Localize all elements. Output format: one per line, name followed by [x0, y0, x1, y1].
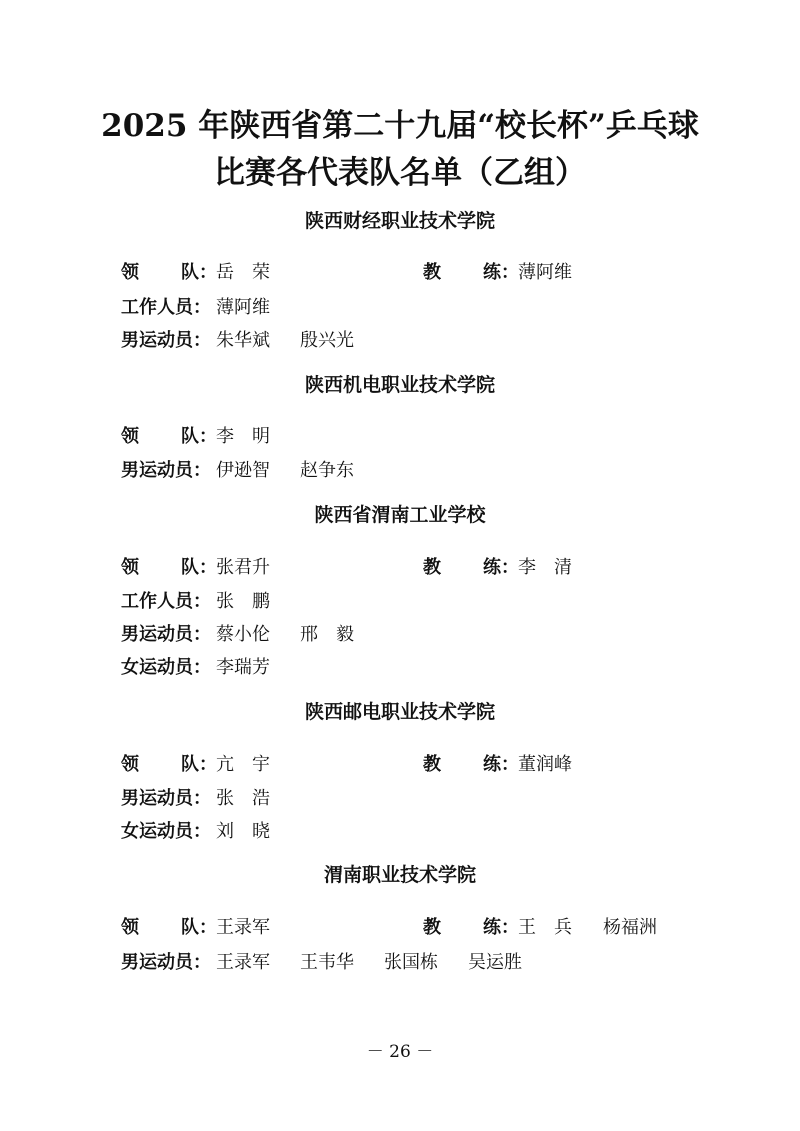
team-2-male-athletes-row: 男运动员： 伊逊智 赵争东 — [121, 460, 354, 481]
team-5-male-athletes-row: 男运动员： 王录军 王韦华 张国栋 吴运胜 — [121, 952, 522, 973]
team-1-staff-name: 薄阿维 — [216, 297, 270, 318]
team-2-leader-name: 李 明 — [216, 426, 270, 447]
team-4-coach-name: 董润峰 — [518, 754, 572, 775]
team-4-school-name: 陕西邮电职业技术学院 — [304, 701, 495, 723]
athlete-name: 王韦华 — [300, 952, 354, 973]
team-4-leader-row: 领 队： 亢 宇 教 练： 董润峰 — [121, 754, 572, 775]
team-5-leader-name: 王录军 — [216, 917, 270, 938]
athlete-name: 殷兴光 — [300, 330, 354, 351]
athlete-name: 蔡小伦 — [216, 624, 270, 645]
team-1-school-name: 陕西财经职业技术学院 — [304, 210, 495, 232]
athlete-name: 伊逊智 — [216, 460, 270, 481]
team-4-female-athletes-row: 女运动员： 刘 晓 — [121, 821, 270, 842]
athlete-name: 张国栋 — [384, 952, 438, 973]
team-5-coach-name: 王 兵 — [518, 917, 572, 938]
team-3-staff-name: 张 鹏 — [216, 591, 270, 612]
athlete-name: 邢 毅 — [300, 624, 354, 645]
team-1-male-athletes-row: 男运动员： 朱华斌 殷兴光 — [121, 330, 354, 351]
team-3-female-athletes-row: 女运动员： 李瑞芳 — [121, 657, 270, 678]
team-4-male-athletes-row: 男运动员： 张 浩 — [121, 788, 270, 809]
page-title-line-1: 2025 年陕西省第二十九届“校长杯”乒乓球 — [101, 108, 699, 144]
athlete-name: 吴运胜 — [468, 952, 522, 973]
athlete-name: 张 浩 — [216, 788, 270, 809]
team-3-coach-name: 李 清 — [518, 557, 572, 578]
team-1-staff-row: 工作人员： 薄阿维 — [121, 297, 270, 318]
page-title-line-2: 比赛各代表队名单（乙组） — [214, 155, 586, 191]
team-5-school-name: 渭南职业技术学院 — [323, 864, 476, 886]
athlete-name: 刘 晓 — [216, 821, 270, 842]
team-3-staff-row: 工作人员： 张 鹏 — [121, 591, 270, 612]
team-1-coach-name: 薄阿维 — [518, 262, 572, 283]
team-3-leader-row: 领 队： 张君升 教 练： 李 清 — [121, 557, 572, 578]
team-2-school-name: 陕西机电职业技术学院 — [304, 374, 495, 396]
team-3-school-name: 陕西省渭南工业学校 — [314, 504, 486, 526]
team-3-leader-name: 张君升 — [216, 557, 270, 578]
team-1-leader-name: 岳 荣 — [216, 262, 270, 283]
team-3-male-athletes-row: 男运动员： 蔡小伦 邢 毅 — [121, 624, 354, 645]
team-4-leader-name: 亢 宇 — [216, 754, 270, 775]
athlete-name: 王录军 — [216, 952, 270, 973]
page-number: － 26 － — [366, 1042, 434, 1062]
team-5-leader-row: 领 队： 王录军 教 练： 王 兵 杨福洲 — [121, 917, 657, 938]
athlete-name: 赵争东 — [300, 460, 354, 481]
team-2-leader-row: 领 队： 李 明 — [121, 426, 270, 447]
team-1-leader-row: 领 队： 岳 荣 教 练： 薄阿维 — [121, 262, 572, 283]
team-5-coach-name: 杨福洲 — [603, 917, 657, 938]
athlete-name: 李瑞芳 — [216, 657, 270, 678]
athlete-name: 朱华斌 — [216, 330, 270, 351]
